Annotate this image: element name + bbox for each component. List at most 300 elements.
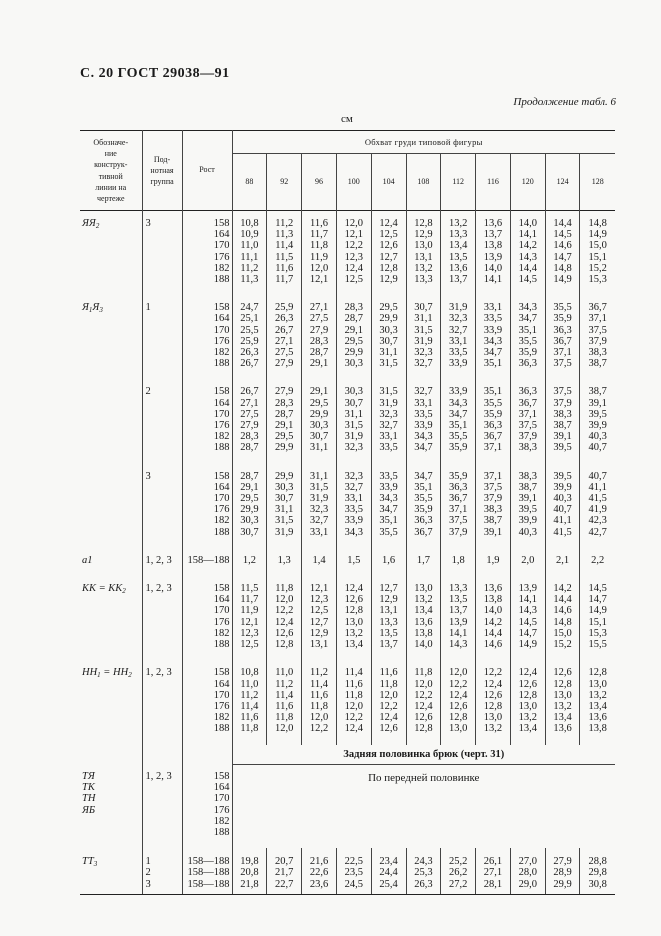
value-cell (545, 464, 580, 548)
value-cell (267, 295, 302, 379)
measurement-value-line: 13,2 (553, 700, 572, 712)
measurement-value-line: 31,1 (309, 442, 329, 454)
size-header: 124 (545, 154, 580, 211)
height-value-line: 188 (213, 827, 230, 839)
value-cell (267, 211, 302, 295)
measurement-value (267, 302, 301, 369)
measurement-value-line: 27,5 (240, 408, 259, 420)
height-value-line: 182 (213, 431, 230, 443)
measurement-value-line: 28,3 (309, 335, 329, 347)
measurement-value-line: 26,2 (449, 867, 468, 879)
value-cell (232, 211, 267, 295)
measurement-value (372, 555, 406, 566)
height-cell (182, 660, 232, 744)
measurement-value-line: 10,9 (240, 229, 259, 241)
measurement-value-line: 36,7 (588, 302, 607, 314)
measurement-value-line: 34,7 (379, 504, 398, 516)
measurement-value-line: 11,6 (310, 218, 328, 229)
value-cell (441, 379, 476, 463)
group-cell: 1 (142, 295, 182, 379)
measurement-value-line: 12,0 (414, 678, 433, 690)
measurement-value-line: 32,7 (344, 481, 363, 493)
measurement-value-line: 33,5 (379, 442, 398, 454)
value-cell (302, 211, 337, 295)
measurement-value-line: 15,5 (588, 639, 607, 651)
height-value-line: 182 (213, 712, 230, 724)
measurement-value-line: 36,7 (553, 335, 572, 347)
measurement-value-line: 36,3 (553, 324, 572, 336)
measurement-value-line: 11,8 (310, 700, 328, 712)
measurement-value-line: 11,8 (414, 667, 433, 679)
value-cell (336, 848, 371, 894)
measurement-value (580, 302, 615, 369)
group-cell: 1, 2, 3 (142, 548, 182, 576)
value-cell (336, 379, 371, 463)
measurement-value-line: 39,1 (483, 526, 503, 538)
measurement-value-line: 12,2 (275, 605, 294, 617)
measurement-value-line: 12,4 (379, 218, 398, 229)
measurement-value-line: 29,0 (518, 878, 537, 890)
value-cell (476, 211, 511, 295)
height-value (183, 583, 232, 650)
measurement-value (337, 583, 371, 650)
height-value-line: 188 (213, 723, 230, 735)
measurement-value (546, 386, 580, 453)
measurement-value-line: 30,3 (344, 358, 363, 370)
value-cell (267, 379, 302, 463)
measurement-value-line: 12,4 (518, 667, 537, 679)
measurement-value-line: 31,9 (309, 493, 329, 505)
measurement-value (546, 471, 580, 538)
measurement-value-line: 30,7 (379, 335, 398, 347)
measurement-value-line: 13,7 (483, 229, 503, 241)
line-label: $ЯЯ_2$ (82, 218, 100, 230)
group-cell: 2 (142, 379, 182, 463)
measurement-value-line: 13,6 (414, 616, 433, 628)
measurement-value-line: 22,5 (344, 856, 363, 868)
measurement-value-line: 14,1 (518, 229, 537, 241)
measurement-value-line: 12,8 (449, 712, 468, 724)
measurement-value-line: 13,2 (518, 712, 537, 724)
measurement-value-line: 12,8 (588, 667, 607, 679)
line-label (82, 771, 142, 816)
measurement-value-line: 27,1 (483, 867, 503, 879)
measurement-value-line: 1,2 (242, 554, 256, 566)
height-value-line: 176 (213, 504, 230, 516)
measurement-value-line: 1,6 (382, 554, 396, 566)
height-value-line: 170 (213, 605, 230, 617)
measurement-value-line: 25,3 (414, 867, 433, 879)
measurement-value (441, 856, 475, 890)
value-cell (406, 660, 441, 744)
measurement-value-line: 30,3 (309, 420, 329, 432)
measurement-value-line: 13,2 (414, 594, 433, 606)
measurement-value (372, 856, 406, 890)
size-header: 104 (371, 154, 406, 211)
height-value-line: 170 (213, 240, 230, 252)
measurement-value (441, 386, 475, 453)
measurement-value-line: 31,5 (309, 481, 329, 493)
measurement-value-line: 11,6 (240, 712, 259, 724)
measurement-value (267, 386, 301, 453)
measurement-value-line: 31,1 (414, 313, 433, 325)
measurement-value-line: 37,5 (553, 358, 572, 370)
label-subscript: 3 (99, 306, 103, 315)
measurement-value-line: 38,7 (518, 481, 537, 493)
measurement-value-line: 12,6 (483, 689, 503, 701)
measurement-value-line: 37,1 (449, 504, 468, 516)
line-label: $Я_1Я_3$ (82, 302, 103, 315)
value-cell (302, 548, 337, 576)
measurement-value (580, 555, 615, 566)
measurement-value-line: 14,0 (483, 605, 503, 617)
measurement-value-line: 12,4 (275, 616, 294, 628)
measurement-value-line: 30,7 (344, 397, 363, 409)
measurement-value-line: 13,0 (553, 689, 572, 701)
measurement-value-line: 11,5 (275, 251, 294, 263)
measurement-value-line: 29,9 (553, 878, 572, 890)
group-header-line: Под- (153, 154, 171, 164)
measurement-value-line: 14,3 (449, 639, 468, 651)
measurement-value-line: 31,1 (275, 504, 294, 516)
measurement-value (233, 302, 267, 369)
measurement-value-line: 12,0 (309, 712, 329, 724)
value-cell (510, 211, 545, 295)
measurement-value-line: 36,3 (518, 358, 537, 370)
size-header: 128 (591, 176, 604, 186)
height-value-line: 188 (213, 639, 230, 651)
measurement-value-line: 15,0 (553, 627, 572, 639)
measurement-value-line: 12,6 (449, 700, 468, 712)
value-cell (510, 848, 545, 894)
measurement-value-line: 37,5 (449, 515, 468, 527)
measurement-value-line: 11,4 (275, 689, 294, 701)
measurement-value-line: 14,8 (553, 616, 572, 628)
measurement-value-line: 30,7 (309, 431, 329, 443)
measurement-value-line: 32,3 (414, 347, 433, 359)
measurement-value (476, 667, 510, 734)
measurement-value-line: 11,4 (240, 700, 259, 712)
value-cell (406, 379, 441, 463)
value-cell (302, 848, 337, 894)
value-cell (441, 548, 476, 576)
measurement-value-line: 12,3 (344, 251, 363, 263)
measurement-value-line: 33,9 (449, 386, 468, 398)
height-value-line: 170 (213, 493, 230, 505)
measurement-value-line: 37,1 (483, 442, 503, 454)
measurement-value-line: 32,3 (344, 470, 363, 482)
measurement-value-line: 38,3 (553, 408, 572, 420)
measurement-value-line: 12,2 (309, 723, 329, 735)
measurement-value-line: 27,9 (553, 856, 572, 868)
measurement-value-line: 21,6 (309, 856, 329, 868)
measurement-value-line: 13,0 (483, 712, 503, 724)
measurement-value-line: 12,0 (379, 689, 398, 701)
measurement-value-line: 15,1 (588, 616, 607, 628)
measurement-value-line: 14,1 (518, 594, 537, 606)
measurement-value-line: 35,5 (414, 493, 433, 505)
measurement-value (546, 555, 580, 566)
measurement-value (302, 386, 336, 453)
measurement-value (476, 471, 510, 538)
measurement-value-line: 14,9 (588, 229, 607, 241)
measurement-value-line: 31,9 (449, 302, 468, 314)
measurement-value-line: 32,7 (449, 324, 468, 336)
height-cell (182, 295, 232, 379)
measurement-value-line: 12,0 (344, 700, 363, 712)
measurement-value-line: 37,5 (553, 386, 572, 398)
measurement-value-line: 27,1 (275, 335, 294, 347)
value-cell (267, 464, 302, 548)
measurement-value (441, 302, 475, 369)
measurement-value (580, 386, 615, 453)
designation-header-line: ние (104, 149, 117, 159)
measurement-value (337, 302, 371, 369)
measurement-value-line: 30,3 (240, 515, 259, 527)
value-cell (232, 295, 267, 379)
value-cell (441, 576, 476, 660)
measurement-value-line: 33,9 (414, 420, 433, 432)
height-value-line: 158 (213, 667, 230, 679)
measurement-value-line: 2,0 (521, 554, 535, 566)
measurement-value-line: 13,0 (414, 240, 433, 252)
measurement-value-line: 34,7 (449, 408, 468, 420)
measurement-value (337, 856, 371, 890)
height-value-line: 176 (213, 420, 230, 432)
measurement-value-line: 14,1 (483, 274, 503, 286)
measurement-value (407, 583, 441, 650)
measurement-value-line: 28,8 (588, 856, 607, 868)
measurement-value-line: 31,9 (275, 526, 294, 538)
measurement-value-line: 13,6 (449, 262, 468, 274)
measurement-value-line: 39,9 (553, 481, 572, 493)
measurement-value (233, 218, 267, 285)
height-value (183, 218, 232, 285)
measurement-value (372, 471, 406, 538)
measurement-value-line: 34,3 (344, 526, 363, 538)
value-cell (510, 295, 545, 379)
measurement-value-line: 30,3 (275, 481, 294, 493)
line-designation-cell (80, 576, 142, 660)
measurement-value-line: 11,6 (310, 689, 328, 701)
value-cell (302, 576, 337, 660)
measurement-value-line: 28,9 (553, 867, 572, 879)
measurement-value-line: 14,8 (553, 262, 572, 274)
measurement-value-line: 23,4 (379, 856, 398, 868)
measurement-value (546, 583, 580, 650)
height-cell (182, 848, 232, 894)
measurement-value (302, 555, 336, 566)
measurement-value-line: 37,5 (483, 481, 503, 493)
measurement-value-line: 12,1 (309, 274, 329, 286)
measurement-value-line: 33,1 (309, 526, 329, 538)
measurement-value-line: 32,3 (309, 504, 329, 516)
height-value-line: 158—188 (187, 878, 230, 890)
measurement-value-line: 13,0 (344, 616, 363, 628)
value-cell (267, 848, 302, 894)
group-cell: 1, 2, 3 (142, 764, 182, 848)
column-header-designation (80, 131, 142, 211)
height-value-line: 158—188 (187, 554, 230, 566)
measurement-value (302, 471, 336, 538)
measurement-value-line: 39,1 (588, 397, 607, 409)
measurement-value-line: 14,7 (518, 627, 537, 639)
measurement-value (511, 386, 545, 453)
section-title-row (80, 745, 615, 765)
value-cell (406, 295, 441, 379)
measurement-value-line: 30,8 (588, 878, 607, 890)
measurement-value-line: 41,9 (588, 504, 607, 516)
measurement-value-line: 38,3 (588, 347, 607, 359)
measurement-value-line: 11,6 (344, 678, 363, 690)
designation-header-line: тивной (98, 171, 123, 181)
measurement-value-line: 14,7 (588, 594, 607, 606)
table-body (80, 211, 615, 895)
measurement-value-line: 11,7 (240, 594, 259, 606)
measurement-value-line: 34,3 (518, 302, 537, 314)
measurement-value-line: 13,2 (483, 723, 503, 735)
measurement-value-line: 33,1 (449, 335, 468, 347)
measurement-value-line: 14,2 (553, 583, 572, 595)
measurement-value-line: 35,5 (379, 526, 398, 538)
measurement-value-line: 11,9 (240, 605, 259, 617)
measurement-value-line: 41,1 (553, 515, 572, 527)
value-cell (545, 211, 580, 295)
measurement-value-line: 13,3 (449, 583, 468, 595)
measurement-value-line: 12,5 (240, 639, 259, 651)
measurement-value-line: 11,3 (240, 274, 259, 286)
measurement-value-line: 26,7 (240, 358, 259, 370)
measurement-value-line: 35,9 (518, 347, 537, 359)
measurement-value (267, 667, 301, 734)
height-value-line: 164 (213, 594, 230, 606)
measurement-value-line: 27,9 (309, 324, 329, 336)
measurement-value-line: 12,6 (518, 678, 537, 690)
measurement-value-line: 13,8 (483, 594, 503, 606)
measurement-value-line: 13,6 (483, 218, 503, 229)
measurement-value (372, 386, 406, 453)
value-cell (406, 464, 441, 548)
measurement-value-line: 14,6 (553, 240, 572, 252)
measurement-value-line: 30,7 (414, 302, 433, 314)
measurement-value-line: 12,6 (379, 723, 398, 735)
measurement-value (476, 218, 510, 285)
measurement-value-line: 29,8 (588, 867, 607, 879)
measurement-value-line: 11,5 (240, 583, 259, 595)
measurement-value-line: 33,1 (414, 397, 433, 409)
measurement-value-line: 12,2 (483, 667, 503, 679)
measurement-value-line: 13,8 (483, 240, 503, 252)
measurement-value (511, 555, 545, 566)
measurement-value-line: 12,6 (414, 712, 433, 724)
measurement-value-line: 12,2 (344, 240, 363, 252)
height-value-line: 182 (213, 815, 230, 827)
measurement-value (337, 555, 371, 566)
measurement-value (267, 856, 301, 890)
measurement-value-line: 13,8 (414, 627, 433, 639)
height-value-line: 170 (213, 793, 230, 805)
measurement-value-line: 28,0 (518, 867, 537, 879)
measurement-value (476, 555, 510, 566)
value-cell (406, 548, 441, 576)
measurement-value-line: 12,8 (483, 700, 503, 712)
measurement-value-line: 12,9 (414, 229, 433, 241)
measurement-value-line: 29,1 (275, 420, 294, 432)
measurement-value-line: 14,3 (518, 251, 537, 263)
measurement-value-line: 28,7 (275, 408, 294, 420)
measurement-value-line: 10,8 (240, 667, 259, 679)
measurement-value-line: 34,3 (483, 335, 503, 347)
line-designation-cell (80, 764, 142, 848)
value-cell (232, 464, 267, 548)
measurement-value-line: 11,0 (240, 678, 259, 690)
measurement-value (372, 583, 406, 650)
measurement-value-line: 15,3 (588, 627, 607, 639)
measurement-value-line: 12,2 (414, 689, 433, 701)
table-row (80, 379, 615, 463)
measurement-value (511, 302, 545, 369)
measurement-value-line: 11,6 (379, 667, 398, 679)
measurement-value-line: 1,9 (486, 554, 500, 566)
measurement-value-line: 36,7 (449, 493, 468, 505)
value-cell (441, 660, 476, 744)
height-value-line: 170 (213, 689, 230, 701)
measurement-value-line: 2,1 (556, 554, 570, 566)
measurement-value-line: 12,3 (309, 594, 329, 606)
measurement-value-line: 34,3 (414, 431, 433, 443)
measurement-value-line: 26,7 (275, 324, 294, 336)
measurement-value-line: 36,7 (483, 431, 503, 443)
measurement-value (407, 386, 441, 453)
measurement-value-line: 41,1 (588, 481, 607, 493)
measurement-value (407, 218, 441, 285)
measurement-value-line: 12,0 (449, 667, 468, 679)
measurement-value-line: 12,1 (309, 583, 329, 595)
value-cell (302, 660, 337, 744)
measurement-value-line: 29,5 (240, 493, 259, 505)
measurement-value-line: 28,3 (275, 397, 294, 409)
measurement-value-line: 40,7 (553, 504, 572, 516)
height-value-line: 170 (213, 408, 230, 420)
value-cell (510, 379, 545, 463)
table-row (80, 211, 615, 295)
measurement-value-line: 15,0 (588, 240, 607, 252)
measurement-value-line: 14,9 (553, 274, 572, 286)
group-value (146, 856, 182, 890)
measurement-value (476, 302, 510, 369)
line-label: КК = $КК_2$ (82, 583, 126, 596)
measurement-value-line: 12,0 (275, 723, 294, 735)
measurement-value-line: 13,1 (309, 639, 329, 651)
measurement-value-line: 13,2 (449, 218, 468, 229)
measurement-value-line: 12,8 (518, 689, 537, 701)
size-header: 120 (510, 154, 545, 211)
height-value-line: 158 (213, 386, 230, 398)
value-cell (232, 548, 267, 576)
measurement-value-line: 26,3 (240, 347, 259, 359)
measurement-value-line: 13,4 (553, 712, 572, 724)
measurement-value-line: 32,7 (309, 515, 329, 527)
size-header: 112 (441, 154, 476, 211)
measurement-value-line: 37,1 (483, 470, 503, 482)
measurement-value-line: 40,7 (588, 442, 607, 454)
line-label-line: ЯБ (82, 804, 96, 816)
measurement-value (441, 555, 475, 566)
measurement-value-line: 12,2 (449, 678, 468, 690)
line-designation-cell (80, 464, 142, 548)
measurement-value-line: 13,9 (518, 583, 537, 595)
height-value-line: 188 (213, 358, 230, 370)
